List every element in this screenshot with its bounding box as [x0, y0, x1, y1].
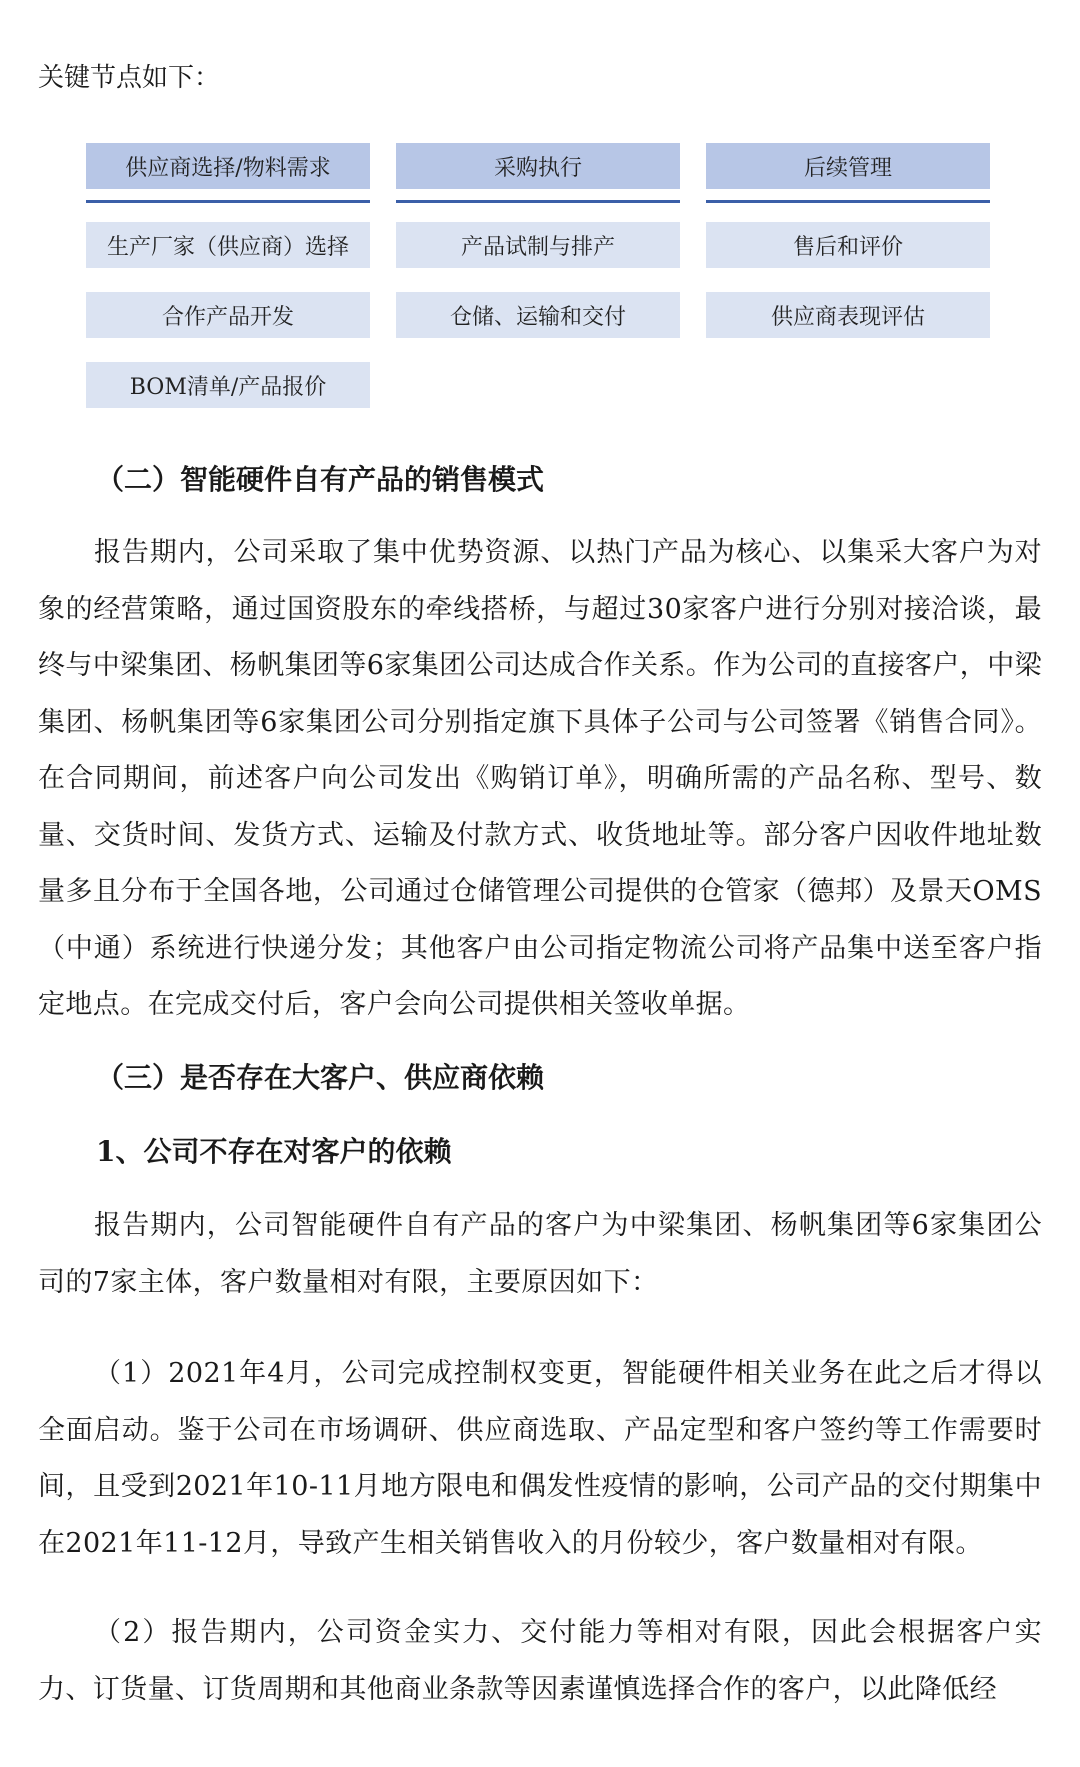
node-column-divider	[86, 200, 370, 203]
section-paragraph	[38, 1346, 1042, 1572]
section-paragraph	[38, 525, 1042, 1034]
node-item: 合作产品开发	[86, 292, 370, 338]
intro-text: 关键节点如下：	[38, 63, 221, 93]
section-paragraph	[38, 1198, 1042, 1311]
node-column-header: 采购执行	[396, 143, 680, 189]
node-column-divider	[396, 200, 680, 203]
node-column-divider	[706, 200, 990, 203]
paragraph-text: 报告期内，公司智能硬件自有产品的客户为中梁集团、杨帆集团等6家集团公司的7家主体，客户数量相对有限，主要原因如下：	[38, 1210, 1042, 1298]
node-item: 供应商表现评估	[706, 292, 990, 338]
node-item: 仓储、运输和交付	[396, 292, 680, 338]
paragraph-text: 报告期内，公司采取了集中优势资源、以热门产品为核心、以集采大客户为对象的经营策略，通过国资股东的牵线搭桥，与超过30家客户进行分别对接洽谈，最终与中梁集团、杨帆集团等6家集团公司达成合作关系。作为公司的直接客户，中梁集团、杨帆集团等6家集团公司分别指定旗下具体子公司与公司签署《销售合同》。在合同期间，前述客户向公司发出《购销订单》，明确所需的产品名称、型号、数量、交货时间、发货方式、运输及付款方式、收货地址等。部分客户因收件地址数量多且分布于全国各地，公司通过仓储管理公司提供的仓管家（德邦）及景天OMS（中通）系统进行快递分发；其他客户由公司指定物流公司将产品集中送至客户指定地点。在完成交付后，客户会向公司提供相关签收单据。	[38, 537, 1042, 1020]
section-heading: （三）是否存在大客户、供应商依赖	[96, 1061, 545, 1094]
node-column-header: 后续管理	[706, 143, 990, 189]
section-heading: （二）智能硬件自有产品的销售模式	[96, 463, 545, 496]
node-item: 生产厂家（供应商）选择	[86, 222, 370, 268]
section-paragraph	[38, 1605, 1042, 1718]
node-column-header: 供应商选择/物料需求	[86, 143, 370, 189]
node-item: BOM清单/产品报价	[86, 362, 370, 408]
paragraph-text: （2）报告期内，公司资金实力、交付能力等相对有限，因此会根据客户实力、订货量、订货周期和其他商业条款等因素谨慎选择合作的客户，以此降低经	[38, 1617, 1042, 1705]
paragraph-text: （1）2021年4月，公司完成控制权变更，智能硬件相关业务在此之后才得以全面启动。鉴于公司在市场调研、供应商选取、产品定型和客户签约等工作需要时间，且受到2021年10-11月地方限电和偶发性疫情的影响，公司产品的交付期集中在2021年11-12月，导致产生相关销售收入的月份较少，客户数量相对有限。	[38, 1358, 1042, 1559]
key-nodes-diagram	[0, 0, 1080, 420]
node-item: 产品试制与排产	[396, 222, 680, 268]
subsection-heading: 1、公司不存在对客户的依赖	[96, 1135, 452, 1168]
node-item: 售后和评价	[706, 222, 990, 268]
